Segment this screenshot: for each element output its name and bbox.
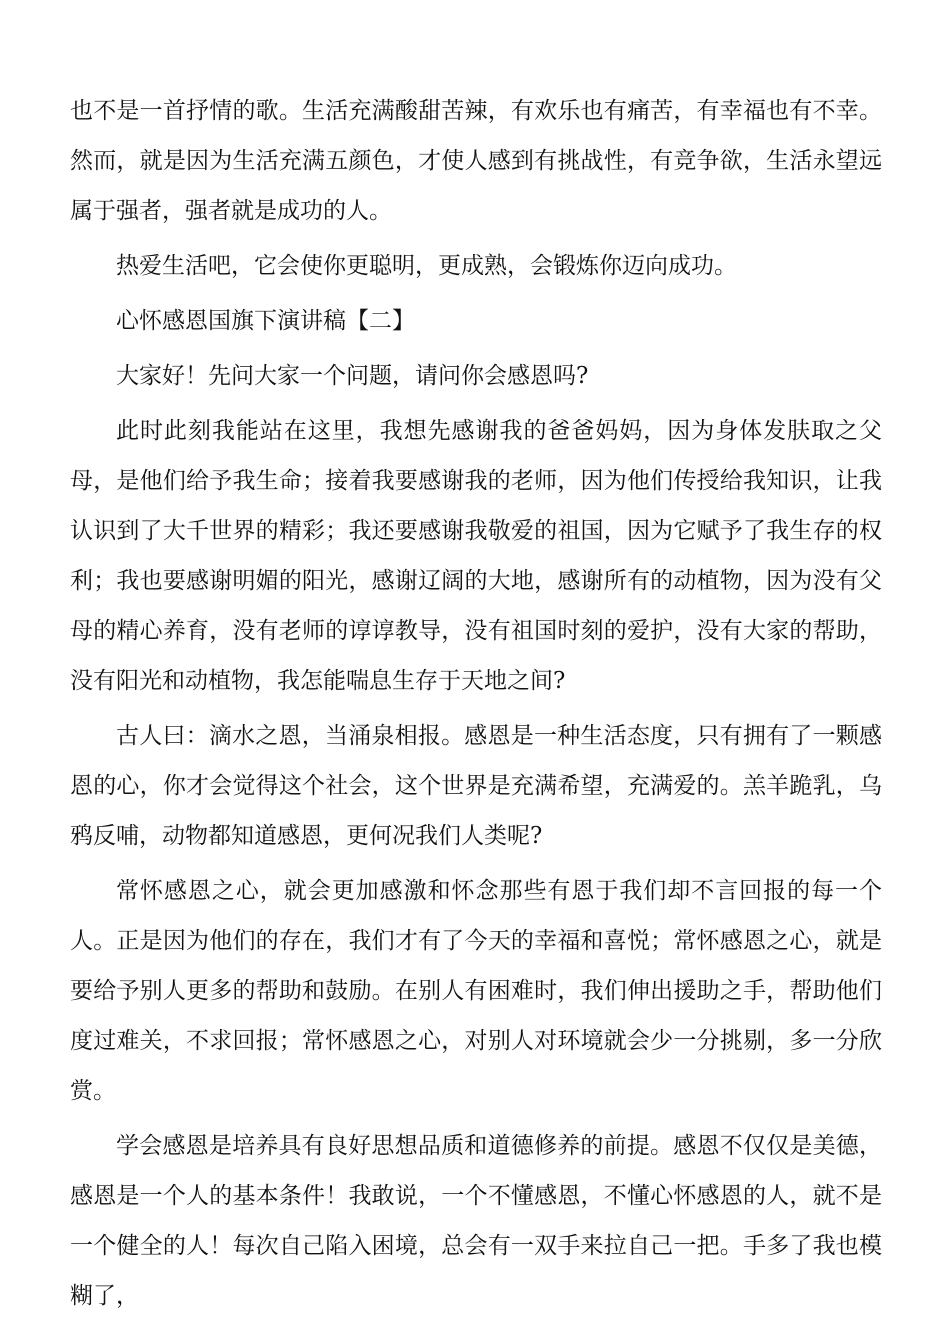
paragraph-greeting: 大家好！先问大家一个问题，请问你会感恩吗? bbox=[116, 363, 589, 389]
paragraph-ancients: 古人曰：滴水之恩，当涌泉相报。感恩是一种生活态度，只有拥有了一颗感恩的心，你才会觉得这个社会，这个世界是充满希望，充满爱的。羔羊跪乳，乌鸦反哺，动物都知道感恩，更何况我们人类呢? bbox=[70, 723, 882, 849]
paragraph-thanks: 此时此刻我能站在这里，我想先感谢我的爸爸妈妈，因为身体发肤取之父母，是他们给予我生命；接着我要感谢我的老师，因为他们传授给我知识，让我认识到了大千世界的精彩；我还要感谢我敬爱的祖国，因为它赋予了我生存的权利；我也要感谢明媚的阳光，感谢辽阔的大地，感谢所有的动植物，因为没有父母的精心养育，没有老师的谆谆教导，没有祖国时刻的爱护，没有大家的帮助，没有阳光和动植物，我怎能喘息生存于天地之间? bbox=[70, 418, 882, 694]
section-heading: 心怀感恩国旗下演讲稿【二】 bbox=[116, 308, 415, 334]
paragraph-learn-gratitude: 学会感恩是培养具有良好思想品质和道德修养的前提。感恩不仅仅是美德，感恩是一个人的基本条件！我敢说，一个不懂感恩，不懂心怀感恩的人，就不是一个健全的人！每次自己陷入困境，总会有一双手来拉自己一把。手多了我也模糊了， bbox=[70, 1133, 882, 1309]
paragraph-love-life: 热爱生活吧，它会使你更聪明，更成熟，会锻炼你迈向成功。 bbox=[116, 253, 737, 279]
paragraph-gratitude-heart: 常怀感恩之心，就会更加感激和怀念那些有恩于我们却不言回报的每一个人。正是因为他们的存在，我们才有了今天的幸福和喜悦；常怀感恩之心，就是要给予别人更多的帮助和鼓励。在别人有困难时，我们伸出援助之手，帮助他们度过难关，不求回报；常怀感恩之心，对别人对环境就会少一分挑剔，多一分欣赏。 bbox=[70, 878, 882, 1104]
document-page bbox=[70, 86, 882, 1326]
paragraph-continued: 也不是一首抒情的歌。生活充满酸甜苦辣，有欢乐也有痛苦，有幸福也有不幸。然而，就是因为生活充满五颜色，才使人感到有挑战性，有竞争欲，生活永望远属于强者，强者就是成功的人。 bbox=[70, 98, 882, 224]
